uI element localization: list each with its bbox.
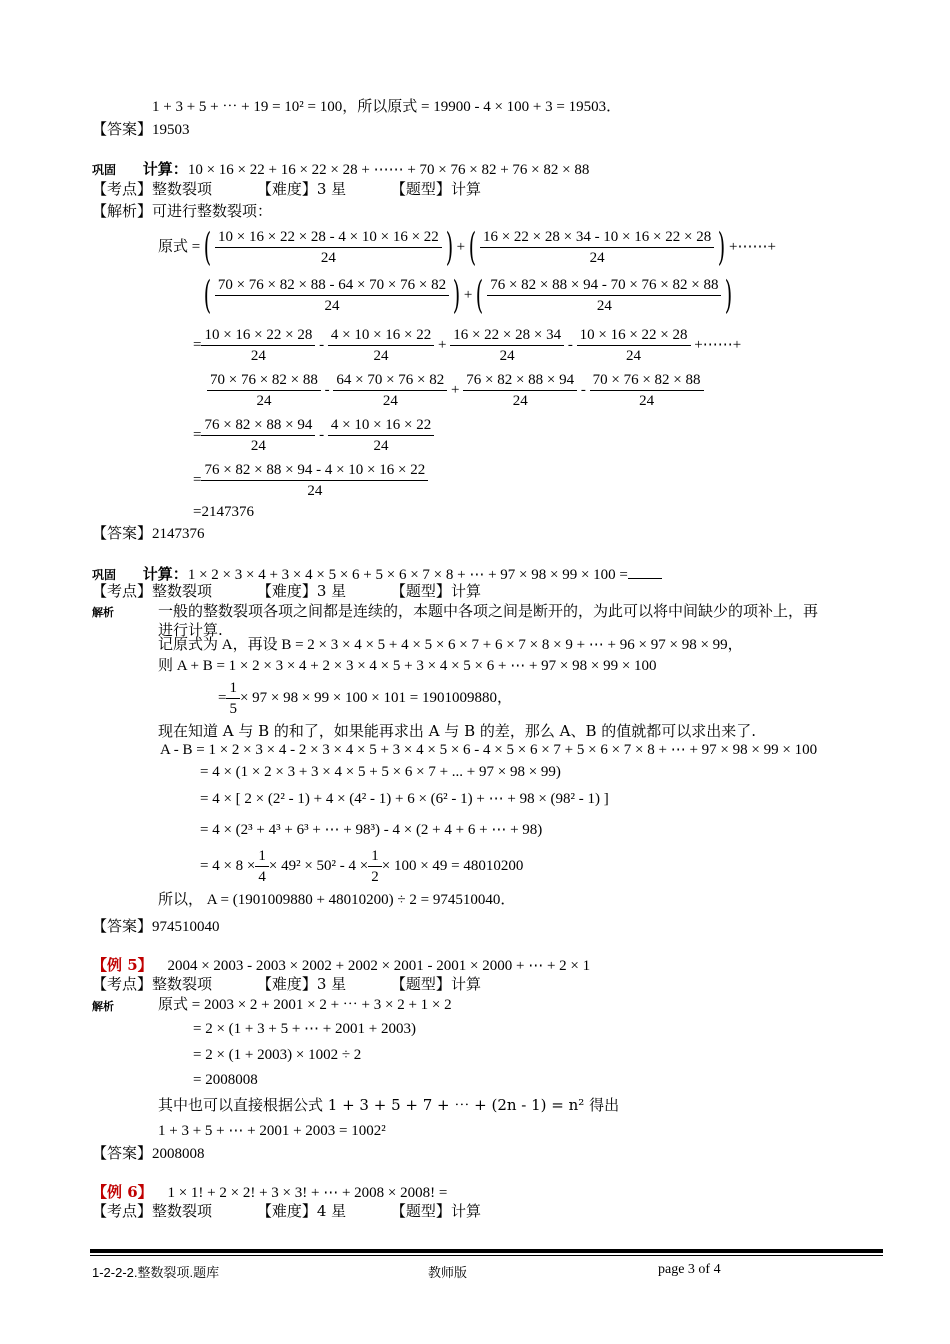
nandu-label: 【难度】 xyxy=(256,582,317,600)
jiexi-label: 解析 xyxy=(92,1000,114,1013)
ex5-step-1: 原式 = 2003 × 2 + 2001 × 2 + ⋯ + 3 × 2 + 1 × 2 xyxy=(158,997,452,1013)
footer-left: 1-2-2-2.整数裂项.题库 xyxy=(92,1265,220,1280)
ex5-step-3: = 2 × (1 + 2003) × 1002 ÷ 2 xyxy=(193,1047,362,1063)
jiexi-label: 【解析】 xyxy=(92,202,153,220)
kaodian-label: 【考点】 xyxy=(92,975,153,993)
p2-text-12: 所以， A = (1901009880 + 48010200) ÷ 2 = 974510040． xyxy=(158,892,516,908)
nandu-value: 4 星 xyxy=(316,1202,347,1220)
kaodian-value: 整数裂项 xyxy=(152,975,213,993)
ex6-header xyxy=(92,1183,447,1202)
tixing-value: 计算 xyxy=(450,180,481,198)
p2-text-7: A - B = 1 × 2 × 3 × 4 - 2 × 3 × 4 × 5 + 3 × 4 × 5 × 6 - 4 × 5 × 6 × 7 + 5 × 6 × 7 × 8 + ⋯ + 97 × 98 × 99 × 100 xyxy=(160,742,818,758)
ex5-tag: 【例 5】 xyxy=(92,956,153,974)
p2-answer xyxy=(92,917,220,936)
ex6-meta xyxy=(92,1202,481,1220)
nandu-label: 【难度】 xyxy=(256,180,317,198)
p1-expr: 10 × 16 × 22 + 16 × 22 × 28 + ⋯⋯ + 70 × 76 × 82 + 76 × 82 × 88 xyxy=(187,162,590,178)
p1-answer xyxy=(92,524,205,543)
p1-row4: $\frac{70 \times 76 \times 82 \times 88}{24}$ - $\frac{64 \times 70 \times 76 \times 82}{24}$ + $\frac{76 \times 82 \times 88 \times 94}{24}$ - $\frac{70 \times 76 \times 82 \times 88}{24}$ xyxy=(207,367,704,412)
tixing-label: 【题型】 xyxy=(390,975,451,993)
tixing-value: 计算 xyxy=(450,1202,481,1220)
ex6-expr: 1 × 1! + 2 × 2! + 3 × 3! + ⋯ + 2008 × 2008! = xyxy=(167,1185,448,1201)
p2-text-8: = 4 × (1 × 2 × 3 + 3 × 4 × 5 + 5 × 6 × 7 + ... + 97 × 98 × 99) xyxy=(200,764,561,780)
p1-header xyxy=(92,160,589,179)
p2-jiexi-row1 xyxy=(92,602,819,622)
ex5-step-6: 1 + 3 + 5 + ⋯ + 2001 + 2003 = 1002² xyxy=(158,1123,386,1139)
tixing-label: 【题型】 xyxy=(390,180,451,198)
ex5-expr: 2004 × 2003 - 2003 × 2002 + 2002 × 2001 - 2001 × 2000 + ⋯ + 2 × 1 xyxy=(167,958,591,974)
nandu-value: 3 星 xyxy=(316,582,347,600)
ex5-header xyxy=(92,956,590,975)
kaodian-value: 整数裂项 xyxy=(152,180,213,198)
ex5-answer xyxy=(92,1144,205,1163)
footer-page-number: page 3 of 4 xyxy=(658,1262,721,1277)
p1-row6: = $\frac{76 \times 82 \times 88 \times 94 - 4 \times 10 \times 16 \times 22}{24}$ xyxy=(193,457,428,502)
p1-tag: 巩固 xyxy=(92,163,117,177)
p2-expr: 1 × 2 × 3 × 4 + 3 × 4 × 5 × 6 + 5 × 6 × 7 × 8 + ⋯ + 97 × 98 × 99 × 100 = xyxy=(187,567,628,583)
kaodian-value: 整数裂项 xyxy=(152,1202,213,1220)
ex5-sol-1 xyxy=(92,996,452,1016)
fraction: $\frac{76 \times 82 \times 88 \times 94 - 70 \times 76 \times 82 \times 88}{24}$ xyxy=(487,275,721,316)
p1-row5: = $\frac{76 \times 82 \times 88 \times 94}{24}$ - $\frac{4 \times 10 \times 16 \times 22}{24}$ xyxy=(193,412,434,457)
ex6-tag: 【例 6】 xyxy=(92,1183,153,1201)
answer-value: 2147376 xyxy=(152,526,205,542)
p2-meta xyxy=(92,582,481,600)
p2-text-2: 进行计算. xyxy=(158,621,223,639)
p2-text-11: = 4 × 8 × $\frac{1}{4}$ × 49² × 50² - 4 × $\frac{1}{2}$ × 100 × 49 = 48010200 xyxy=(200,847,524,885)
p2-text-5: = $\frac{1}{5}$ × 97 × 98 × 99 × 100 × 101 = 1901009880， xyxy=(218,679,512,717)
kaodian-label: 【考点】 xyxy=(92,1202,153,1220)
answer-value: 19503 xyxy=(152,122,190,138)
nandu-label: 【难度】 xyxy=(256,975,317,993)
answer-value: 974510040 xyxy=(152,919,220,935)
p1-meta xyxy=(92,180,481,198)
p2-text-1: 一般的整数裂项各项之间都是连续的，本题中各项之间是断开的，为此可以将中间缺少的项补上，再 xyxy=(158,602,819,620)
p1-row3: = $\frac{10 \times 16 \times 22 \times 28}{24}$ - $\frac{4 \times 10 \times 16 \times 22}{24}$ + $\frac{16 \times 22 \times 28 \times 34}{24}$ - $\frac{10 \times 16 \times 22 \times 28}{24}$ +⋯⋯+ xyxy=(193,326,742,364)
p1-row1: 原式 =( $\frac{10 \times 16 \times 22 \times 28 - 4 \times 10 \times 16 \times 22}{24}$ ) +( $\frac{16 \times 22 \times 28 \times 34 - 10 \times 16 \times 22 \times 28}{24}$ ) +⋯⋯+ xyxy=(158,225,776,269)
fraction: $\frac{70 \times 76 \times 82 \times 88 - 64 \times 70 \times 76 \times 82}{24}$ xyxy=(215,275,449,316)
nandu-value: 3 星 xyxy=(316,180,347,198)
kaodian-label: 【考点】 xyxy=(92,180,153,198)
tixing-label: 【题型】 xyxy=(390,1202,451,1220)
p2-tag: 巩固 xyxy=(92,568,117,582)
footer-center: 教师版 xyxy=(428,1265,468,1280)
ex5-meta xyxy=(92,975,481,993)
p2-text-10: = 4 × (2³ + 4³ + 6³ + ⋯ + 98³) - 4 × (2 + 4 + 6 + ⋯ + 98) xyxy=(200,822,543,838)
p1-row2: ( $\frac{70 \times 76 \times 82 \times 88 - 64 \times 70 \times 76 \times 82}{24}$ ) +( $\frac{76 \times 82 \times 88 \times 94 - 70 \times 76 \times 82 \times 88}{24}$ ) xyxy=(203,273,733,317)
answer-label: 【答案】 xyxy=(92,1144,153,1162)
p2-header xyxy=(92,564,662,584)
fraction: $\frac{16 \times 22 \times 28 \times 34 - 10 \times 16 \times 22 \times 28}{24}$ xyxy=(480,227,714,268)
kaodian-label: 【考点】 xyxy=(92,582,153,600)
fraction: $\frac{10 \times 16 \times 22 \times 28 - 4 \times 10 \times 16 \times 22}{24}$ xyxy=(215,227,442,268)
p2-text-4: 则 A + B = 1 × 2 × 3 × 4 + 2 × 3 × 4 × 5 + 3 × 4 × 5 × 6 + ⋯ + 97 × 98 × 99 × 100 xyxy=(158,658,657,674)
tixing-value: 计算 xyxy=(450,975,481,993)
footer-rule-thick xyxy=(90,1249,883,1253)
answer-label: 【答案】 xyxy=(92,120,153,138)
jiexi-label: 解析 xyxy=(92,606,114,619)
p2-text-3: 记原式为 A，再设 B = 2 × 3 × 4 × 5 + 4 × 5 × 6 × 7 + 6 × 7 × 8 × 9 + ⋯ + 96 × 97 × 98 × 99， xyxy=(158,637,743,653)
jiexi-text: 可进行整数裂项： xyxy=(152,202,273,220)
answer-blank xyxy=(628,564,662,579)
answer-value: 2008008 xyxy=(152,1146,205,1162)
footer-rule-thin xyxy=(90,1255,883,1256)
ex5-step-4: = 2008008 xyxy=(193,1072,258,1088)
tixing-value: 计算 xyxy=(450,582,481,600)
ex5-step-5: 其中也可以直接根据公式 1 + 3 + 5 + 7 + ⋯ + (2n - 1) = n² 得出 xyxy=(158,1096,620,1114)
p2-lead: 计算： xyxy=(142,565,188,583)
prev-answer xyxy=(92,120,190,139)
prev-line: 1 + 3 + 5 + ⋯ + 19 = 10² = 100，所以原式 = 19900 - 4 × 100 + 3 = 19503． xyxy=(152,99,622,115)
nandu-label: 【难度】 xyxy=(256,1202,317,1220)
kaodian-value: 整数裂项 xyxy=(152,582,213,600)
p2-text-9: = 4 × [ 2 × (2² - 1) + 4 × (4² - 1) + 6 × (6² - 1) + ⋯ + 98 × (98² - 1) ] xyxy=(200,791,609,807)
answer-label: 【答案】 xyxy=(92,524,153,542)
p1-result: =2147376 xyxy=(193,504,254,520)
ex5-step-2: = 2 × (1 + 3 + 5 + ⋯ + 2001 + 2003) xyxy=(193,1021,416,1037)
nandu-value: 3 星 xyxy=(316,975,347,993)
p2-text-6: 现在知道 A 与 B 的和了，如果能再求出 A 与 B 的差，那么 A、B 的值就都可以求出来了. xyxy=(158,722,757,740)
tixing-label: 【题型】 xyxy=(390,582,451,600)
p1-lead: 计算： xyxy=(142,160,188,178)
p1-jiexi xyxy=(92,202,272,220)
answer-label: 【答案】 xyxy=(92,917,153,935)
yuanshi-label: 原式 = xyxy=(158,239,201,255)
